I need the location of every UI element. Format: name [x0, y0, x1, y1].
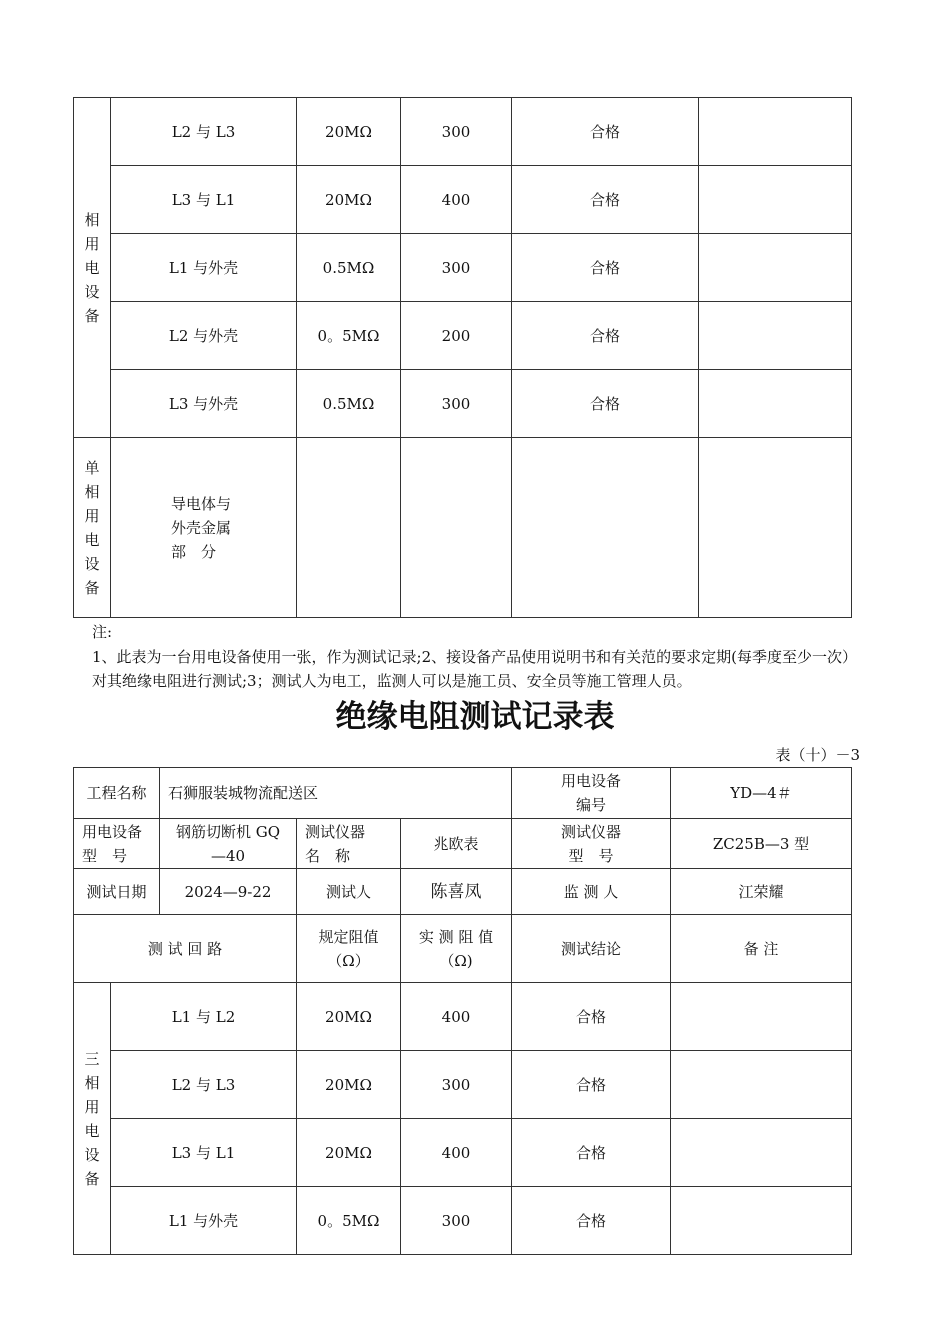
- table-row: [74, 983, 852, 1051]
- info-row: [74, 819, 852, 869]
- measured-cell: 400: [401, 983, 512, 1051]
- measured-cell: 200: [401, 302, 512, 370]
- circuit-cell: L3 与 L1: [111, 1119, 297, 1187]
- table-row: [74, 1051, 852, 1119]
- spec-cell: 20MΩ: [297, 98, 401, 166]
- measured-cell: 300: [401, 234, 512, 302]
- insulation-test-table: [73, 767, 852, 1255]
- equipment-no-value: YD—4＃: [671, 768, 852, 819]
- notes-body: 1、此表为一台用电设备使用一张，作为测试记录;2、接设备产品使用说明书和有关范的要求定期(每季度至少一次）对其绝缘电阻进行测试;3；测试人为电工，监测人可以是施工员、安全员等施工管理人员。: [92, 648, 857, 690]
- table-row: [74, 234, 852, 302]
- three-phase-group-label: 相用电设备: [74, 98, 111, 438]
- equipment-model-value: 钢筋切断机 GQ —40: [160, 819, 297, 869]
- equipment-model-label: 用电设备 型 号: [74, 819, 160, 869]
- single-phase-circuit-cell: [111, 438, 297, 618]
- tester-value: 陈喜凤: [401, 869, 512, 915]
- instrument-name-value: 兆欧表: [401, 819, 512, 869]
- single-phase-group-label: 单相用电设备: [74, 438, 111, 618]
- circuit-cell: L1 与 L2: [111, 983, 297, 1051]
- remark-cell: [699, 302, 852, 370]
- circuit-line: 部 分: [171, 542, 217, 561]
- header-spec: 规定阻值 （Ω）: [297, 915, 401, 983]
- form-title: 绝缘电阻测试记录表: [335, 699, 615, 735]
- spec-cell: 20MΩ: [297, 166, 401, 234]
- spec-cell: 0.5MΩ: [297, 234, 401, 302]
- result-cell: 合格: [512, 1119, 671, 1187]
- remark-cell: [699, 234, 852, 302]
- spec-cell: 20MΩ: [297, 1119, 401, 1187]
- result-cell: 合格: [512, 983, 671, 1051]
- measured-cell: 300: [401, 98, 512, 166]
- instrument-model-value: ZC25B—3 型: [671, 819, 852, 869]
- remark-cell: [699, 166, 852, 234]
- spec-cell: 20MΩ: [297, 1051, 401, 1119]
- result-cell: [512, 438, 699, 618]
- circuit-cell: L1 与外壳: [111, 234, 297, 302]
- table-row: [74, 438, 852, 618]
- monitor-label: 监 测 人: [512, 869, 671, 915]
- measured-cell: [401, 438, 512, 618]
- measured-cell: 300: [401, 1051, 512, 1119]
- project-name-label: 工程名称: [74, 768, 160, 819]
- remark-cell: [671, 983, 852, 1051]
- previous-test-table: [73, 97, 852, 618]
- form-number: 表（十）－3: [775, 746, 860, 764]
- remark-cell: [699, 98, 852, 166]
- measured-cell: 300: [401, 370, 512, 438]
- circuit-cell: L3 与 L1: [111, 166, 297, 234]
- circuit-cell: L2 与 L3: [111, 98, 297, 166]
- table-row: [74, 166, 852, 234]
- result-cell: 合格: [512, 1187, 671, 1255]
- circuit-cell: L2 与外壳: [111, 302, 297, 370]
- notes-heading: 注:: [92, 623, 113, 641]
- info-row: [74, 869, 852, 915]
- instrument-model-label: 测试仪器 型 号: [512, 819, 671, 869]
- instrument-name-label: 测试仪器 名 称: [297, 819, 401, 869]
- measured-cell: 400: [401, 166, 512, 234]
- test-date-label: 测试日期: [74, 869, 160, 915]
- header-result: 测试结论: [512, 915, 671, 983]
- header-row: [74, 915, 852, 983]
- result-cell: 合格: [512, 302, 699, 370]
- result-cell: 合格: [512, 370, 699, 438]
- spec-cell: 0.5MΩ: [297, 370, 401, 438]
- spec-cell: 0。5MΩ: [297, 302, 401, 370]
- header-remark: 备 注: [671, 915, 852, 983]
- tester-label: 测试人: [297, 869, 401, 915]
- remark-cell: [699, 370, 852, 438]
- measured-cell: 400: [401, 1119, 512, 1187]
- remark-cell: [671, 1187, 852, 1255]
- spec-cell: 20MΩ: [297, 983, 401, 1051]
- circuit-cell: L2 与 L3: [111, 1051, 297, 1119]
- measured-cell: 300: [401, 1187, 512, 1255]
- result-cell: 合格: [512, 1051, 671, 1119]
- result-cell: 合格: [512, 98, 699, 166]
- result-cell: 合格: [512, 234, 699, 302]
- table-row: [74, 98, 852, 166]
- circuit-line: 导电体与: [171, 494, 232, 513]
- circuit-cell: L1 与外壳: [111, 1187, 297, 1255]
- info-row: [74, 768, 852, 819]
- project-name-value: 石狮服装城物流配送区: [160, 768, 512, 819]
- remark-cell: [699, 438, 852, 618]
- monitor-value: 江荣耀: [671, 869, 852, 915]
- circuit-cell: L3 与外壳: [111, 370, 297, 438]
- table-row: [74, 370, 852, 438]
- equipment-no-label: 用电设备 编号: [512, 768, 671, 819]
- test-date-value: 2024—9-22: [160, 869, 297, 915]
- table-row: [74, 1187, 852, 1255]
- result-cell: 合格: [512, 166, 699, 234]
- table-row: [74, 1119, 852, 1187]
- spec-cell: [297, 438, 401, 618]
- header-circuit: 测 试 回 路: [74, 915, 297, 983]
- spec-cell: 0。5MΩ: [297, 1187, 401, 1255]
- circuit-line: 外壳金属: [171, 518, 232, 537]
- header-measured: 实 测 阻 值 （Ω): [401, 915, 512, 983]
- remark-cell: [671, 1051, 852, 1119]
- table-row: [74, 302, 852, 370]
- three-phase-group-label: 三相用电设备: [74, 983, 111, 1255]
- remark-cell: [671, 1119, 852, 1187]
